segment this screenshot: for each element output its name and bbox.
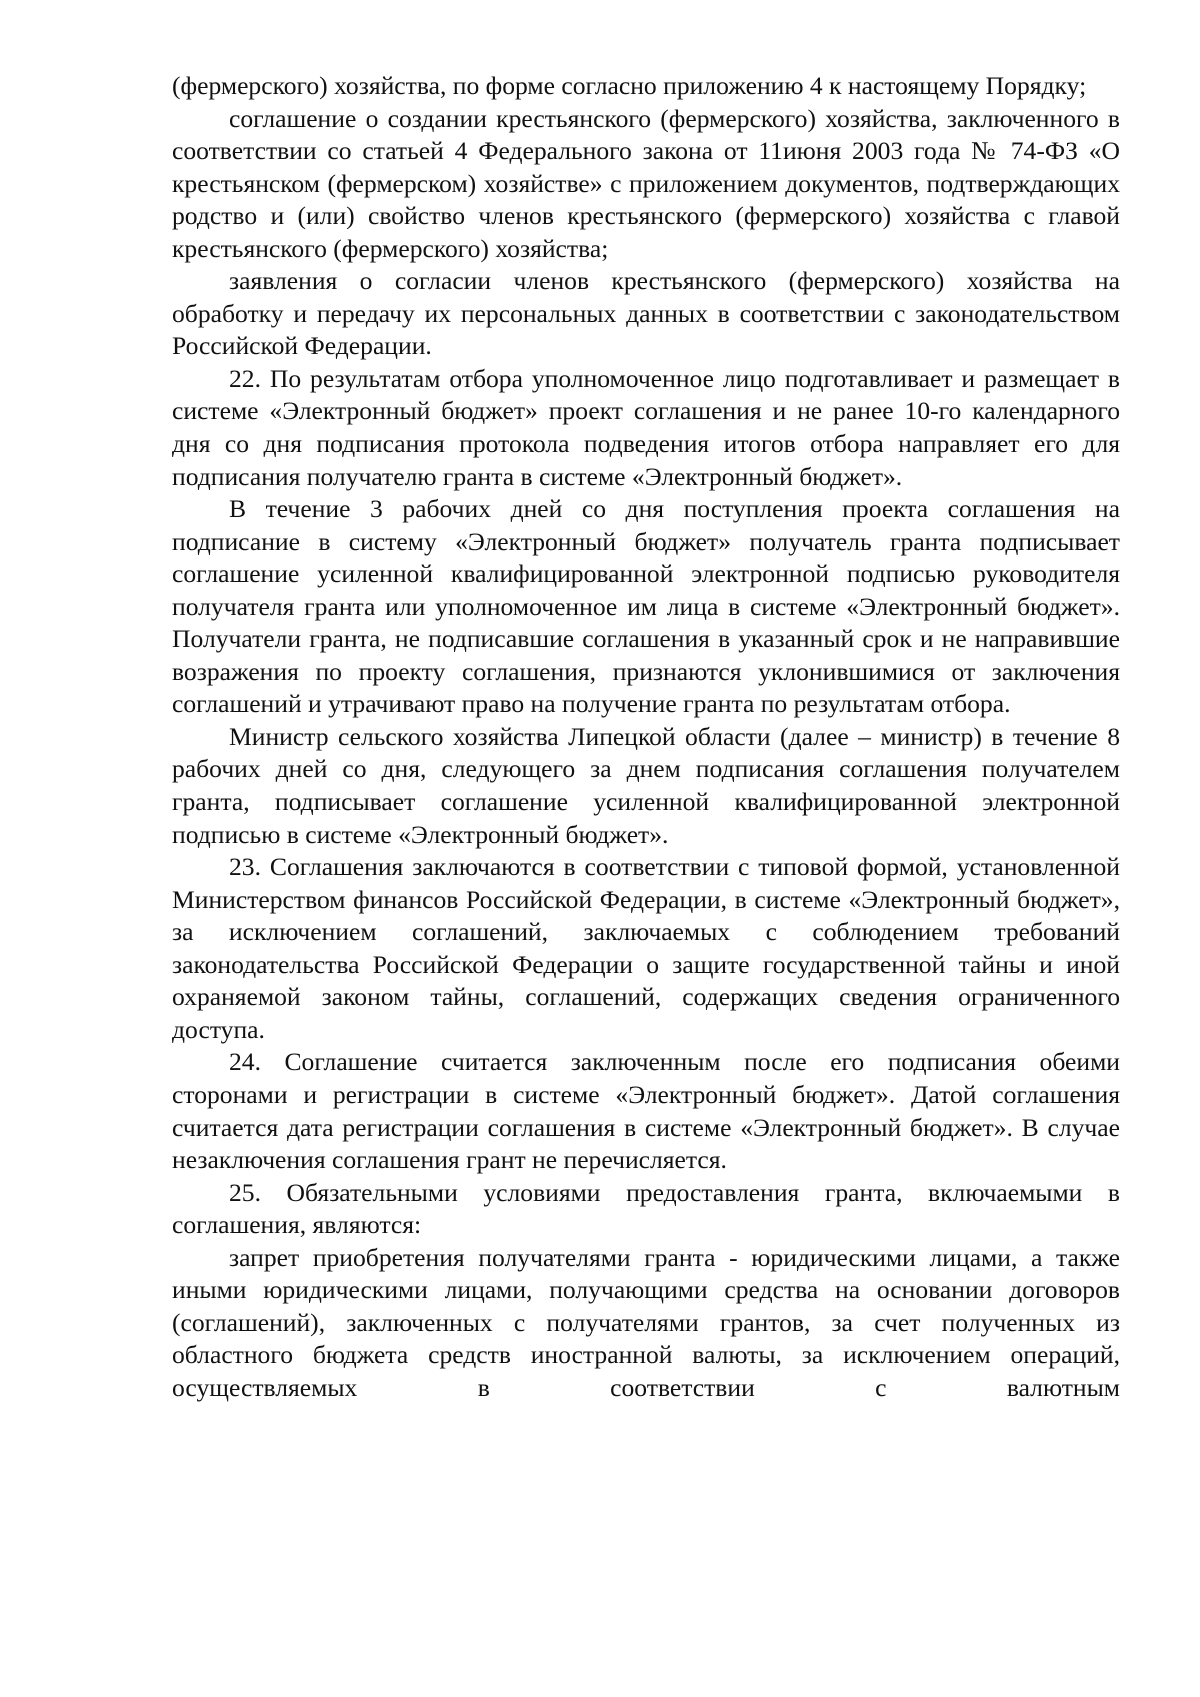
paragraph-signing-3-days: В течение 3 рабочих дней со дня поступления проекта соглашения на подписание в систему «Электронный бюджет» получатель гранта подписывает соглашение усиленной квалифицированной электронной подписью руководителя получателя гранта или уполномоченное им лица в системе «Электронный бюджет». Получатели гранта, не подписавшие соглашения в указанный срок и не направившие возражения по проекту соглашения, признаются уклонившимися от заключения соглашений и утрачивают право на получение гранта по результатам отбора. xyxy=(172,494,1120,719)
paragraph-currency-prohibition: запрет приобретения получателями гранта - юридическими лицами, а также иными юридическими лицами, получающими средства на основании договоров (соглашений), заключенных с получателями грантов, за счет полученных из областного бюджета средств иностранной валюты, за исключением операций, осуществляемых в соответствии с валютным xyxy=(172,1242,1120,1402)
document-body xyxy=(172,70,1120,1404)
paragraph-25: 25. Обязательными условиями предоставления гранта, включаемыми в соглашения, являются: xyxy=(172,1177,1120,1240)
paragraph-agreement-kfh: соглашение о создании крестьянского (фермерского) хозяйства, заключенного в соответствии со статьей 4 Федерального закона от 11июня 2003 года № 74-ФЗ «О крестьянском (фермерском) хозяйстве» с приложением документов, подтверждающих родство и (или) свойство членов крестьянского (фермерского) хозяйства с главой крестьянского (фермерского) хозяйства; xyxy=(172,103,1120,263)
paragraph-fermer-continuation: (фермерского) хозяйства, по форме согласно приложению 4 к настоящему Порядку; xyxy=(172,71,1087,100)
paragraph-consent-statements: заявления о согласии членов крестьянского (фермерского) хозяйства на обработку и передачу их персональных данных в соответствии с законодательством Российской Федерации. xyxy=(172,266,1120,361)
paragraph-23: 23. Соглашения заключаются в соответствии с типовой формой, установленной Министерством финансов Российской Федерации, в системе «Электронный бюджет», за исключением соглашений, заключаемых с соблюдением требований законодательства Российской Федерации о защите государственной тайны и иной охраняемой законом тайны, соглашений, содержащих сведения ограниченного доступа. xyxy=(172,852,1120,1044)
paragraph-24: 24. Соглашение считается заключенным после его подписания обеими сторонами и регистрации в системе «Электронный бюджет». Датой соглашения считается дата регистрации соглашения в системе «Электронный бюджет». В случае незаключения соглашения грант не перечисляется. xyxy=(172,1047,1120,1175)
paragraph-22: 22. По результатам отбора уполномоченное лицо подготавливает и размещает в системе «Электронный бюджет» проект соглашения и не ранее 10-го календарного дня со дня подписания протокола подведения итогов отбора направляет его для подписания получателю гранта в системе «Электронный бюджет». xyxy=(172,363,1120,491)
paragraph-minister-signing: Министр сельского хозяйства Липецкой области (далее – министр) в течение 8 рабочих дней со дня, следующего за днем подписания соглашения получателем гранта, подписывает соглашение усиленной квалифицированной электронной подписью в системе «Электронный бюджет». xyxy=(172,721,1120,849)
